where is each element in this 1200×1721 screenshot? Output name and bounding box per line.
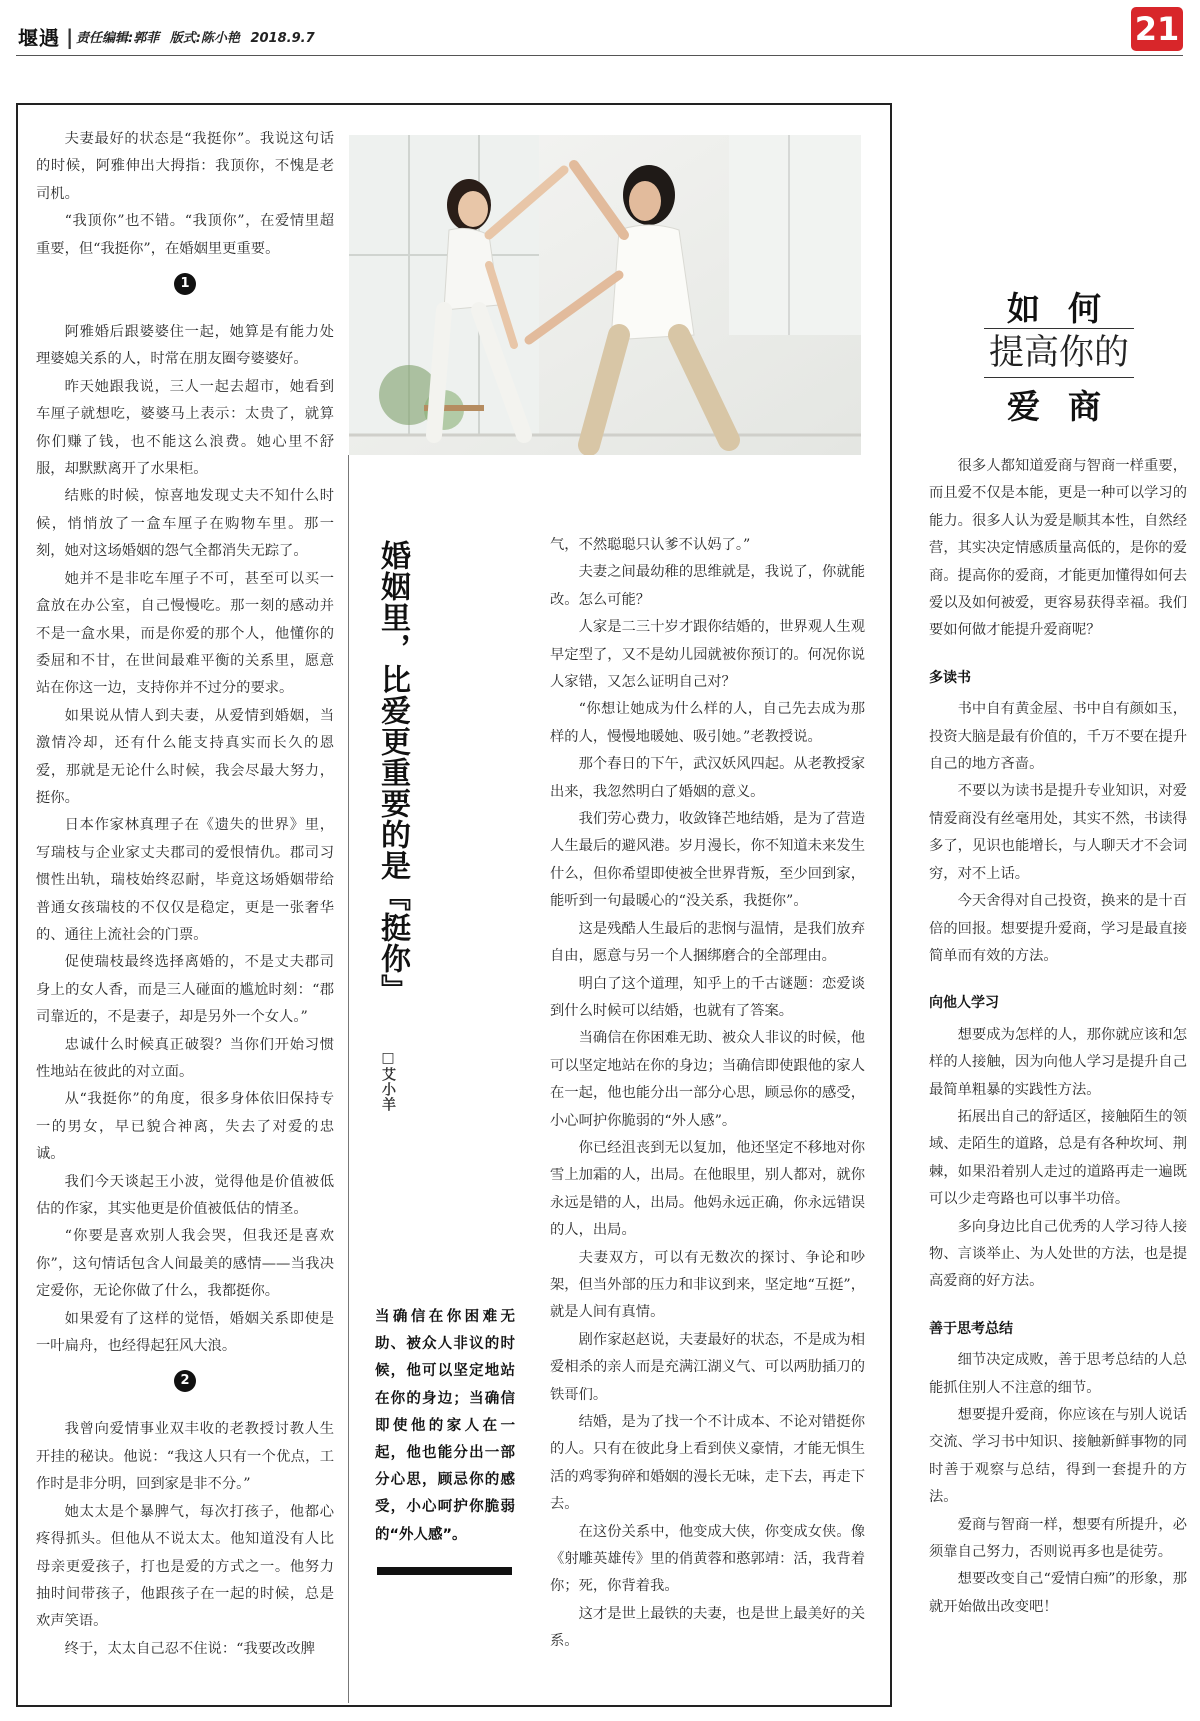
article-paragraph: 我们今天谈起王小波，觉得他是价值被低估的作家，其实他更是价值被低估的情圣。 bbox=[36, 1173, 334, 1218]
article-column-left bbox=[36, 126, 334, 1663]
sidebar-body bbox=[929, 453, 1187, 1621]
section-number-badge: 1 bbox=[174, 273, 196, 295]
article-paragraph: 她并不是非吃车厘子不可，甚至可以买一盒放在办公室，自己慢慢吃。那一刻的感动并不是一盒水果，而是你爱的那个人，他懂你的委屈和不甘，在世间最难平衡的关系里，愿意站在你这一边，支持你并不过分的要求。 bbox=[36, 570, 334, 697]
article-paragraph: 这是残酷人生最后的悲悯与温情，是我们放弃自由，愿意与另一个人捆绑磨合的全部理由。 bbox=[550, 920, 865, 965]
article-paragraph: 日本作家林真理子在《遗失的世界》里，写瑞枝与企业家丈夫郡司的爱恨情仇。郡司习惯性出轨，瑞枝始终忍耐，毕竟这场婚姻带给普通女孩瑞枝的不仅仅是稳定，更是一张奢华的、通往上流社会的门票。 bbox=[36, 817, 334, 943]
sidebar-paragraph: 细节决定成败，善于思考总结的人总能抓住别人不注意的细节。 bbox=[929, 1352, 1187, 1396]
sidebar-heading: 向他人学习 bbox=[929, 995, 999, 1012]
sidebar-heading: 善于思考总结 bbox=[929, 1320, 1013, 1337]
article-paragraph: 明白了这个道理，知乎上的千古谜题：恋爱谈到什么时候可以结婚，也就有了答案。 bbox=[550, 975, 865, 1019]
article-paragraph: 夫妻最好的状态是“我挺你”。我说这句话的时候，阿雅伸出大拇指：我顶你，不愧是老司机。 bbox=[36, 131, 334, 202]
sidebar-title-line-3: 爱商 bbox=[1007, 387, 1129, 426]
couple-photo-illustration bbox=[349, 135, 861, 455]
article-paragraph: 如果爱有了这样的觉悟，婚姻关系即使是一叶扁舟，也经得起狂风大浪。 bbox=[36, 1310, 334, 1355]
layout-credit: 版式:陈小艳 bbox=[169, 31, 240, 46]
article-paragraph: 促使瑞枝最终选择离婚的，不是丈夫郡司身上的女人香，而是三人碰面的尴尬时刻：“郡司靠近的，不是妻子，却是另外一个女人。” bbox=[36, 954, 334, 1026]
column-rule bbox=[348, 455, 349, 1703]
article-headline: 婚姻里，比爱更重要的是『挺你』 bbox=[375, 540, 410, 1005]
article-paragraph: 你已经沮丧到无以复加，他还坚定不移地对你雪上加霜的人，出局。在他眼里，别人都对，就你永远是错的人，出局。他妈永远正确，你永远错误的人，出局。 bbox=[550, 1139, 865, 1239]
header-separator: | bbox=[66, 25, 74, 49]
article-paragraph: 结婚，是为了找一个不计成本、不论对错挺你的人。只有在彼此身上看到侠义豪情，才能无惧生活的鸡零狗碎和婚姻的漫长无味，走下去，再走下去。 bbox=[550, 1414, 865, 1513]
sidebar-intro: 很多人都知道爱商与智商一样重要，而且爱不仅是本能，更是一种可以学习的能力。很多人认为爱是顺其本性，自然经营，其实决定情感质量高低的，是你的爱商。提高你的爱商，才能更加懂得如何去爱以及如何被爱，更容易获得幸福。我们要如何做才能提升爱商呢？ bbox=[929, 458, 1187, 639]
article-paragraph: “我顶你”也不错。“我顶你”，在爱情里超重要，但“我挺你”，在婚姻里更重要。 bbox=[36, 213, 334, 257]
sidebar-paragraph: 想要成为怎样的人，那你就应该和怎样的人接触，因为向他人学习是提升自己最简单粗暴的实践性方法。 bbox=[929, 1026, 1187, 1098]
sidebar-paragraph: 拓展出自己的舒适区，接触陌生的领域、走陌生的道路，总是有各种坎坷、荆棘，如果沿着别人走过的道路再走一遍既可以少走弯路也可以事半功倍。 bbox=[929, 1108, 1187, 1208]
pull-quote: 当确信在你困难无助、被众人非议的时候，他可以坚定地站在你的身边；当确信即使他的家人在一起，他也能分出一部分心思，顾忌你的感受，小心呵护你脆弱的“外人感”。 bbox=[375, 1309, 515, 1543]
article-paragraph: 她太太是个暴脾气，每次打孩子，他都心疼得抓头。但他从不说太太。他知道没有人比母亲更爱孩子，打也是爱的方式之一。他努力抽时间带孩子，他跟孩子在一起的时候，总是欢声笑语。 bbox=[36, 1503, 334, 1630]
sidebar-paragraph: 书中自有黄金屋、书中自有颜如玉，投资大脑是最有价值的，千万不要在提升自己的地方吝啬。 bbox=[929, 701, 1187, 773]
sidebar-paragraph: 多向身边比自己优秀的人学习待人接物、言谈举止、为人处世的方法，也是提高爱商的好方法。 bbox=[929, 1218, 1187, 1290]
article-paragraph: 忠诚什么时候真正破裂？当你们开始习惯性地站在彼此的对立面。 bbox=[36, 1036, 334, 1080]
article-paragraph: 人家是二三十岁才跟你结婚的，世界观人生观早定型了，又不是幼儿园就被你预订的。何况你说人家错，又怎么证明自己对？ bbox=[550, 619, 865, 691]
article-paragraph: 在这份关系中，他变成大侠，你变成女侠。像《射雕英雄传》里的俏黄蓉和憨郭靖：活，我背着你；死，你背着我。 bbox=[550, 1523, 865, 1595]
pull-quote-bar bbox=[377, 1567, 512, 1575]
article-column-right bbox=[550, 532, 865, 1656]
sidebar-title-line-1: 如何 bbox=[1007, 289, 1129, 328]
article-paragraph: 阿雅婚后跟婆婆住一起，她算是有能力处理婆媳关系的人，时常在朋友圈夸婆婆好。 bbox=[36, 324, 334, 368]
article-byline: □艾小羊 bbox=[380, 1050, 396, 1112]
editor-credits bbox=[76, 27, 321, 46]
article-paragraph: 气，不然聪聪只认爹不认妈了。” bbox=[550, 537, 751, 553]
article-paragraph: 结账的时候，惊喜地发现丈夫不知什么时候，悄悄放了一盒车厘子在购物车里。那一刻，她对这场婚姻的怨气全都消失无踪了。 bbox=[36, 488, 334, 560]
article-paragraph: 从“我挺你”的角度，很多身体依旧保持专一的男女，早已貌合神离，失去了对爱的忠诚。 bbox=[36, 1091, 334, 1163]
sidebar-paragraph: 想要提升爱商，你应该在与别人说话交流、学习书中知识、接触新鲜事物的同时善于观察与总结，得到一套提升的方法。 bbox=[929, 1407, 1187, 1506]
article-paragraph: 我们劳心费力，收敛锋芒地结婚，是为了营造人生最后的避风港。岁月漫长，你不知道未来发生什么，但你希望即使被全世界背叛，至少回到家，能听到一句最暖心的“没关系，我挺你”。 bbox=[550, 811, 865, 910]
page-number: 21 bbox=[1131, 7, 1183, 51]
article-paragraph: 如果说从情人到夫妻，从爱情到婚姻，当激情冷却，还有什么能支持真实而长久的恩爱，那就是无论什么时候，我会尽最大努力，挺你。 bbox=[36, 707, 334, 806]
sidebar-paragraph: 不要以为读书是提升专业知识，对爱情爱商没有丝毫用处，其实不然，书读得多了，见识也能增长，与人聊天才不会词穷，对不上话。 bbox=[929, 783, 1187, 882]
sidebar-paragraph: 今天舍得对自己投资，换来的是十百倍的回报。想要提升爱商，学习是最直接简单而有效的方法。 bbox=[929, 893, 1187, 964]
article-paragraph: 昨天她跟我说，三人一起去超市，她看到车厘子就想吃，婆婆马上表示：太贵了，就算你们赚了钱，也不能这么浪费。她心里不舒服，却默默离开了水果柜。 bbox=[36, 378, 334, 478]
section-name: 堰遇 bbox=[18, 26, 60, 50]
article-paragraph: “你想让她成为什么样的人，自己先去成为那样的人，慢慢地暖她、吸引她。”老教授说。 bbox=[550, 701, 865, 745]
article-paragraph: 夫妻之间最幼稚的思维就是，我说了，你就能改。怎么可能？ bbox=[550, 564, 865, 608]
section-marker bbox=[36, 1370, 334, 1416]
section-number-badge: 2 bbox=[174, 1370, 196, 1392]
article-paragraph: 这才是世上最铁的夫妻，也是世上最美好的关系。 bbox=[550, 1605, 865, 1650]
issue-date: 2018.9.7 bbox=[250, 31, 315, 46]
article-paragraph: 当确信在你困难无助、被众人非议的时候，他可以坚定地站在你的身边；当确信即使跟他的家人在一起，他也能分出一部分心思，顾忌你的感受，小心呵护你脆弱的“外人感”。 bbox=[550, 1030, 865, 1129]
header-rule bbox=[16, 55, 1183, 56]
sidebar-paragraph: 想要改变自己“爱情白痴”的形象，那就开始做出改变吧！ bbox=[929, 1571, 1187, 1615]
couple-photo bbox=[349, 135, 861, 455]
section-marker bbox=[36, 273, 334, 319]
sidebar-paragraph: 爱商与智商一样，想要有所提升，必须靠自己努力，否则说再多也是徒劳。 bbox=[929, 1516, 1187, 1561]
editor-credit: 责任编辑:郭菲 bbox=[76, 31, 160, 46]
article-paragraph: 剧作家赵赵说，夫妻最好的状态，不是成为相爱相杀的亲人而是充满江湖义气、可以两肋插刀的铁哥们。 bbox=[550, 1331, 865, 1403]
page-header bbox=[0, 0, 1200, 58]
article-paragraph: “你要是喜欢别人我会哭，但我还是喜欢你”，这句情话包含人间最美的感情——当我决定爱你，无论你做了什么，我都挺你。 bbox=[36, 1228, 334, 1300]
sidebar-heading: 多读书 bbox=[929, 669, 971, 686]
article-paragraph: 我曾向爱情事业双丰收的老教授讨教人生开挂的秘诀。他说：“我这人只有一个优点，工作时是非分明，回到家是非不分。” bbox=[36, 1421, 334, 1493]
article-paragraph: 那个春日的下午，武汉妖风四起。从老教授家出来，我忽然明白了婚姻的意义。 bbox=[550, 756, 865, 800]
sidebar-title-line-2: 提高你的 bbox=[984, 328, 1134, 378]
article-paragraph: 夫妻双方，可以有无数次的探讨、争论和吵架，但当外部的压力和非议到来，坚定地“互挺”，就是人间有真情。 bbox=[550, 1249, 865, 1321]
article-paragraph: 终于，太太自己忍不住说：“我要改改脾 bbox=[64, 1640, 315, 1657]
